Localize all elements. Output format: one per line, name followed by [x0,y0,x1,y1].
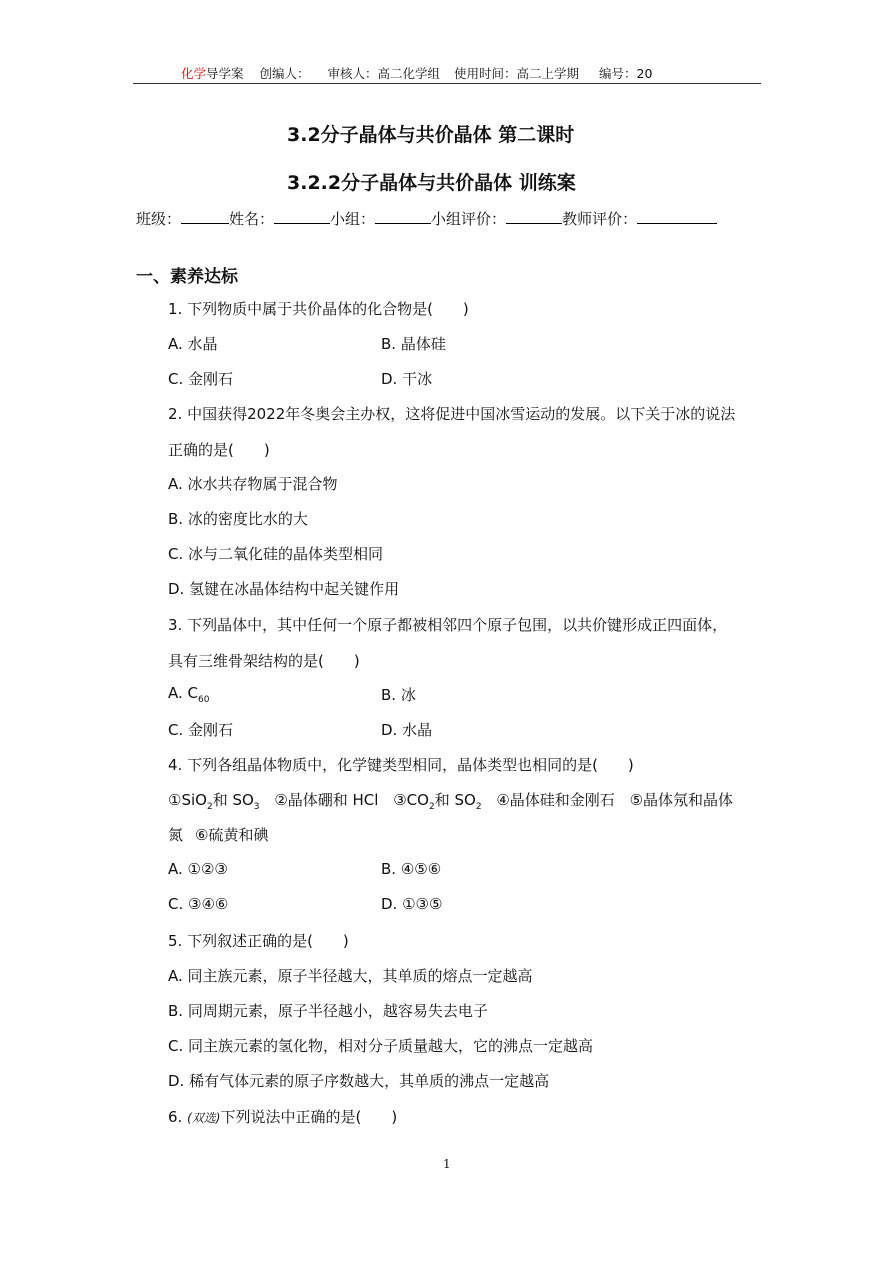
question-4-groups-line2 [168,824,268,845]
group-field[interactable] [375,209,431,224]
group-eval-label: 小组评价： [431,210,507,228]
question-4-option-a[interactable]: A. ①②③ [168,860,228,878]
header-author: 创编人： [259,66,310,81]
group-3-b: 和 SO [434,791,476,809]
question-5-option-c[interactable]: C. 同主族元素的氢化物，相对分子质量越大，它的沸点一定越高 [168,1037,594,1055]
question-2-stem-line2: 正确的是( ) [168,441,270,459]
question-6-badge: (双选) [187,1111,221,1125]
group-3-sub1: 2 [428,802,435,812]
question-1-stem: 1. 下列物质中属于共价晶体的化合物是( ) [168,300,469,318]
name-label: 姓名： [229,210,275,228]
question-4-groups-line1 [168,789,733,812]
group-3-sub2: 2 [475,802,482,812]
group-1-a: ①SiO [168,791,207,809]
group-4: ④晶体硅和金刚石 [496,791,615,809]
group-label: 小组： [330,210,376,228]
question-3-stem-line2: 具有三维骨架结构的是( ) [168,652,360,670]
question-1-option-a[interactable]: A. 水晶 [168,335,218,353]
group-5b: 氮 [168,826,184,844]
question-1-option-c[interactable]: C. 金刚石 [168,370,234,388]
teacher-eval-label: 教师评价： [562,210,638,228]
class-label: 班级： [136,210,182,228]
question-5-option-a[interactable]: A. 同主族元素，原子半径越大，其单质的熔点一定越高 [168,967,533,985]
page-title: 3.2分子晶体与共价晶体 第二课时 [287,124,575,146]
teacher-eval-field[interactable] [637,209,717,224]
group-1-sub1: 2 [206,802,213,812]
question-3-option-d[interactable]: D. 水晶 [381,721,433,739]
group-3-a: ③CO [393,791,429,809]
page-number: 1 [443,1157,451,1171]
question-4-option-b[interactable]: B. ④⑤⑥ [381,860,442,878]
group-eval-field[interactable] [506,209,562,224]
question-3-option-c[interactable]: C. 金刚石 [168,721,234,739]
header-reviewer: 审核人：高二化学组 [327,66,441,81]
question-3-stem-line1: 3. 下列晶体中，其中任何一个原子都被相邻四个原子包围，以共价键形成正四面体， [168,616,728,634]
header-rule [133,83,761,84]
question-4-option-c[interactable]: C. ③④⑥ [168,895,229,913]
question-2-option-b[interactable]: B. 冰的密度比水的大 [168,510,308,528]
header-doc-type: 导学案 [206,66,244,81]
class-field[interactable] [181,209,229,224]
student-info-line [136,208,717,229]
question-3-option-a-subscript: 60 [198,695,210,705]
name-field[interactable] [274,209,330,224]
group-2: ②晶体硼和 HCl [274,791,379,809]
question-3-option-b[interactable]: B. 冰 [381,686,416,704]
question-1-option-d[interactable]: D. 干冰 [381,370,433,388]
question-4-stem: 4. 下列各组晶体物质中，化学键类型相同，晶体类型也相同的是( ) [168,756,634,774]
page-subtitle: 3.2.2分子晶体与共价晶体 训练案 [287,172,576,194]
question-6-stem-line [168,1106,397,1127]
question-2-option-c[interactable]: C. 冰与二氧化硅的晶体类型相同 [168,545,384,563]
question-5-stem: 5. 下列叙述正确的是( ) [168,932,349,950]
question-1-option-b[interactable]: B. 晶体硅 [381,335,446,353]
question-2-stem-line1: 2. 中国获得2022年冬奥会主办权，这将促进中国冰雪运动的发展。以下关于冰的说法 [168,405,736,423]
question-6-number: 6. [168,1108,183,1126]
question-4-option-d[interactable]: D. ①③⑤ [381,895,443,913]
group-5a: ⑤晶体氖和晶体 [629,791,734,809]
group-1-sub2: 3 [253,802,260,812]
header-time: 使用时间：高二上学期 [454,66,580,81]
header-subject: 化学 [181,66,207,81]
question-2-option-a[interactable]: A. 冰水共存物属于混合物 [168,475,338,493]
question-3-option-a[interactable] [168,684,209,705]
header-number: 编号：20 [599,66,653,81]
question-2-option-d[interactable]: D. 氢键在冰晶体结构中起关键作用 [168,580,400,598]
question-6-stem: 下列说法中正确的是( ) [220,1108,398,1126]
group-6: ⑥硫黄和碘 [195,826,269,844]
group-1-b: 和 SO [212,791,254,809]
section-title: 一、素养达标 [136,267,238,287]
question-3-option-a-text: A. C [168,684,199,702]
question-5-option-d[interactable]: D. 稀有气体元素的原子序数越大，其单质的沸点一定越高 [168,1072,550,1090]
page-header [181,64,652,82]
question-5-option-b[interactable]: B. 同周期元素，原子半径越小，越容易失去电子 [168,1002,488,1020]
